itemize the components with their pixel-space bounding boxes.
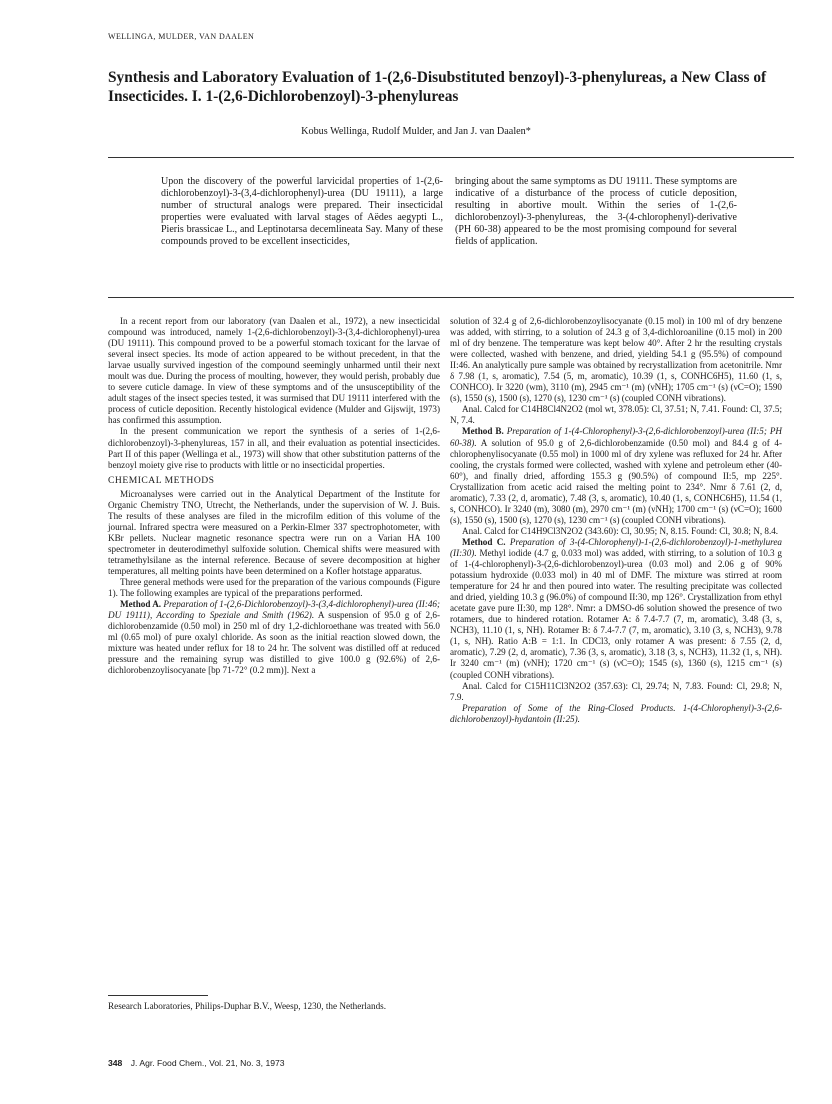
- section-heading-chemical-methods: CHEMICAL METHODS: [108, 474, 215, 486]
- journal-citation: J. Agr. Food Chem., Vol. 21, No. 3, 1973: [130, 1058, 285, 1068]
- analysis-a: Anal. Calcd for C14H8Cl4N2O2 (mol wt, 378.05): Cl, 37.51; N, 7.41. Found: Cl, 37.5; N, 7.4.: [450, 404, 782, 426]
- method-a-label: Method A.: [120, 599, 162, 610]
- ring-closed-products: Preparation of Some of the Ring-Closed Products. 1-(4-Chlorophenyl)-3-(2,6-dichlorobenzoyl)-hydantoin (II:25).: [450, 702, 782, 724]
- method-b-title: Preparation of 1-(4-Chlorophenyl)-3-(2,6-dichlorobenzoyl)-urea (II:5; PH 60-38).: [450, 426, 783, 448]
- abstract-top-rule: [108, 157, 794, 158]
- abstract-left: Upon the discovery of the powerful larvicidal properties of 1-(2,6-dichlorobenzoyl)-3-(3,4-dichlorophenyl)-urea (DU 19111), a large number of structural analogs were prepared. Their insecticidal properties were evaluated with larval stages of Aëdes aegypti L., Pieris brassicae L., and Leptinotarsa decemlineata Say. Many of these compounds proved to be excellent insecticides,: [161, 176, 443, 247]
- intro-paragraph-2: In the present communication we report the synthesis of a series of 1-(2,6-dichlorobenzoyl)-3-phenylureas, 157 in all, and their evaluation as potential insecticides. Part II of this paper (Wellinga et al., 1973) will show that other substitution patterns of the benzoyl moiety give rise to products with little or no insecticidal properties.: [108, 426, 440, 470]
- method-b-paragraph: [450, 426, 782, 525]
- affiliation-footnote: Research Laboratories, Philips-Duphar B.V., Weesp, 1230, the Netherlands.: [108, 1001, 387, 1011]
- method-c-paragraph: [450, 537, 782, 681]
- method-b-label: Method B.: [462, 426, 504, 437]
- methods-paragraph-2: Three general methods were used for the preparation of the various compounds (Figure 1). The following examples are typical of the preparations performed.: [108, 577, 440, 599]
- article-title: Synthesis and Laboratory Evaluation of 1-(2,6-Disubstituted benzoyl)-3-phenylureas, a New Class of Insecticides. I. 1-(2,6-Dichlorobenzoyl)-3-phenylureas: [108, 69, 767, 105]
- method-b-text: A solution of 95.0 g of 2,6-dichlorobenzamide (0.50 mol) and 84.4 g of 4-chlorophenylisocyanate (0.55 mol) in 1000 ml of dry xylene was refluxed for 24 hr. After cooling, the crystals formed were collected, washed with xylene and petroleum ether (40-60°), and finally dried, affording 155.3 g (90.5%) of compound II:5, mp 225°. Crystallization from acetic acid raised the melting point to 234°. Nmr δ 7.61 (2, d, aromatic), 7.33 (2, d, aromatic), 7.48 (3, s, aromatic), 10.40 (1, s, CONHC6H5), 11.54 (1, s, CONHCO). Ir 3240 (m), 3080 (m), 2970 cm⁻¹ (m) (νNH); 1700 cm⁻¹ (s) (νC=O); 1600 (s), 1550 (s), 1500 (s), 1270 (s), 1230 cm⁻¹ (s) (coupled CONH vibrations).: [450, 437, 782, 525]
- method-a-text: A suspension of 95.0 g of 2,6-dichlorobenzamide (0.50 mol) in 250 ml of dry 1,2-dichloroethane was treated with 56.0 ml (0.65 mol) of pure oxalyl chloride. As soon as the initial reaction slowed down, the mixture was heated under reflux for 18 to 24 hr. The solvent was distilled off at reduced pressure and the remaining syrup was distilled to give 100.0 g (92.6%) of 2,6-dichlorobenzoylisocyanate [bp 71-72° (0.2 mm)]. Next a: [108, 610, 440, 676]
- methods-paragraph-1: Microanalyses were carried out in the Analytical Department of the Institute for Organic Chemistry TNO, Utrecht, the Netherlands, under the supervision of W. J. Buis. The results of these analyses are filed in the microfilm edition of this volume of the journal. Infrared spectra were measured on a Perkin-Elmer 337 spectrophotometer, with KBr pellets. Nuclear magnetic resonance spectra were run on a Varian HA 100 spectrometer in deuterodimethyl sulfoxide solution. Chemical shifts were measured with tetramethylsilane as the internal reference. Because of severe decomposition at higher temperatures, all melting points have been determined on a Kofler hotstage apparatus.: [108, 488, 440, 577]
- running-head: WELLINGA, MULDER, VAN DAALEN: [108, 32, 255, 41]
- abstract-bottom-rule: [108, 297, 794, 298]
- abstract-right: bringing about the same symptoms as DU 19111. These symptoms are indicative of a disturbance of the process of cuticle deposition, resulting in abortive moult. Within the series of 1-(2,6-dichlorobenzoyl)-3-phenylureas, the 3-(4-chlorophenyl)-derivative (PH 60-38) appeared to be the most promising compound for several fields of application.: [455, 176, 737, 247]
- method-a-paragraph: [108, 599, 440, 676]
- method-c-text: Methyl iodide (4.7 g, 0.033 mol) was added, with stirring, to a solution of 10.3 g of 1-(4-chlorophenyl)-3-(2,6-dichlorobenzoyl)-urea (0.03 mol) and 2.06 g of 90% potassium hydroxide (0.033 mol) in 40 ml of DMF. The mixture was stirred at room temperature for 24 hr and then poured into water. The resulting precipitate was collected and dried, yielding 10.3 g (96.0%) of compound II:30, mp 126°. Crystallization from ethyl acetate gave pure II:30, mp 128°. Nmr: a DMSO-d6 solution showed the presence of two rotamers, due to hindered rotation. Rotamer A: δ 7.4-7.7 (7, m, aromatic), 3.48 (3, s, NCH3), 11.10 (1, s, NH). Rotamer B: δ 7.4-7.7 (7, m, aromatic), 3.10 (3, s, NCH3), 9.78 (1, s, NH). Ratio A:B = 1:1. In CDCl3, only rotamer A was present: δ 7.55 (2, d, aromatic), 7.29 (2, d, aromatic), 7.36 (3, s, aromatic), 3.18 (3, s, NCH3), 11.32 (1, s, NH). Ir 3240 cm⁻¹ (m) (νNH); 1720 cm⁻¹ (s) (νC=O); 1545 (s), 1360 (s), 1215 cm⁻¹ (s) (coupled CONH vibrations).: [450, 547, 782, 680]
- body-left-column: [108, 316, 440, 677]
- author-line: Kobus Wellinga, Rudolf Mulder, and Jan J. van Daalen*: [301, 126, 531, 137]
- body-right-column: [450, 316, 782, 725]
- analysis-c: Anal. Calcd for C15H11Cl3N2O2 (357.63): Cl, 29.74; N, 7.83. Found: Cl, 29.8; N, 7.9.: [450, 680, 782, 702]
- page-folio: [108, 1058, 285, 1068]
- footnote-rule: [108, 995, 208, 996]
- method-c-label: Method C.: [462, 536, 506, 547]
- method-c-title: Preparation of 3-(4-Chlorophenyl)-1-(2,6-dichlorobenzoyl)-1-methylurea (II:30).: [450, 536, 782, 558]
- page-number: 348: [108, 1058, 123, 1068]
- analysis-b: Anal. Calcd for C14H9Cl3N2O2 (343.60): Cl, 30.95; N, 8.15. Found: Cl, 30.8; N, 8.4.: [462, 525, 779, 536]
- method-a-title: Preparation of 1-(2,6-Dichlorobenzoyl)-3-(3,4-dichlorophenyl)-urea (II:46; DU 19111), According to Speziale and Smith (1962).: [108, 599, 441, 621]
- method-a-continued: solution of 32.4 g of 2,6-dichlorobenzoylisocyanate (0.15 mol) in 100 ml of dry benzene was added, with stirring, to a solution of 24.3 g of 3,4-dichloroaniline (0.15 mol) in 200 ml of dry benzene. The temperature was kept below 40°. After 2 hr the resulting crystals were collected, washed with benzene, and dried, yielding 54.1 g (95.5%) of compound II:46. An analytically pure sample was obtained by recrystallization from acetonitrile. Nmr δ 7.98 (1, s, aromatic), 7.54 (5, m, aromatic), 10.39 (1, s, CONHC6H5), 11.60 (1, s, CONHCO). Ir 3220 (wm), 3110 (m), 2945 cm⁻¹ (m) (νNH); 1705 cm⁻¹ (s) (νC=O); 1590 (s), 1550 (s), 1500 (s), 1270 (s), 1230 cm⁻¹ (s) (coupled CONH vibrations).: [450, 316, 782, 404]
- intro-paragraph-1: In a recent report from our laboratory (van Daalen et al., 1972), a new insecticidal compound was introduced, namely 1-(2,6-dichlorobenzoyl)-3-(3,4-dichlorophenyl)-urea (DU 19111). This compound proved to be a powerful stomach toxicant for the larvae of several insect species. Its mode of action appeared to be without precedent, in that the larvae usually survived ingestion of the compound seemingly unharmed until their next moult was due. During the process of moulting, however, they would perish, probably due to severe cuticle damage. In view of these symptoms and of the unsusceptibility of the adult stages of the insect species tested, it was surmised that DU 19111 interfered with the process of cuticle deposition. Recently histological evidence (Mulder and Gijswijt, 1973) has confirmed this assumption.: [108, 316, 440, 426]
